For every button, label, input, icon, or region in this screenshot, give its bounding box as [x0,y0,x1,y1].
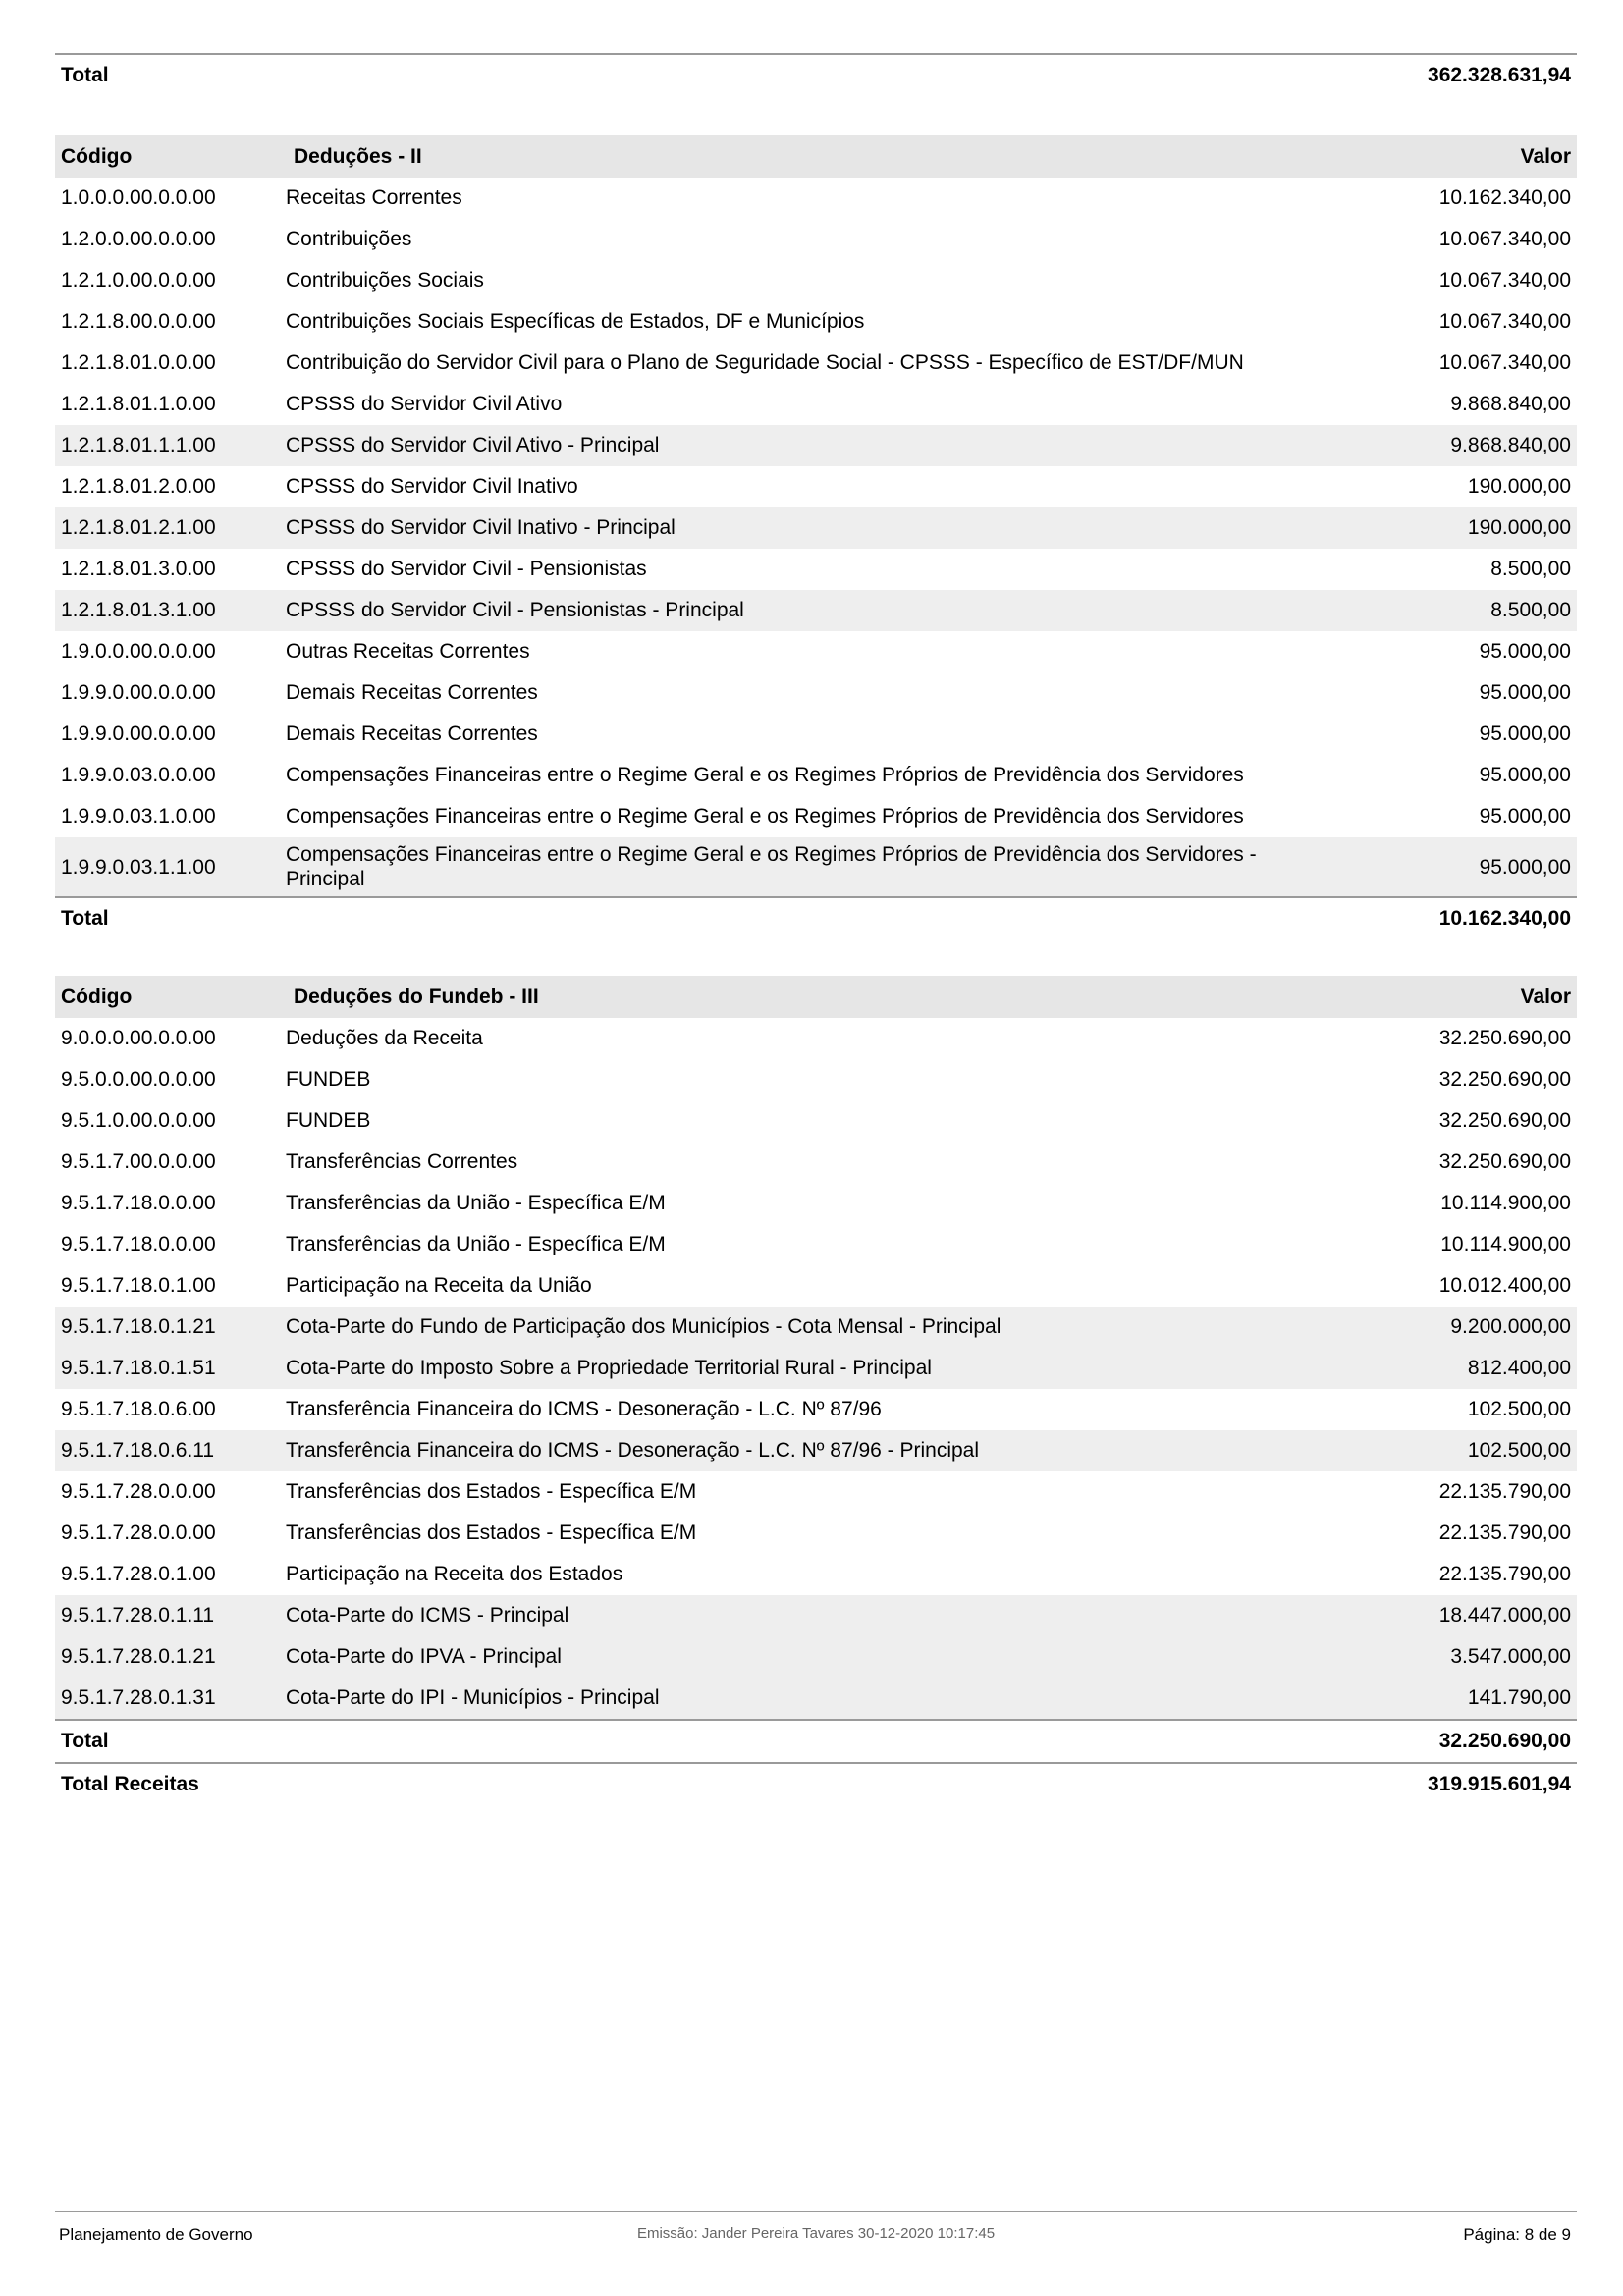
table-row [55,466,1577,507]
total-value: 362.328.631,94 [1302,54,1577,96]
cell-desc: CPSSS do Servidor Civil Ativo [286,393,563,415]
table-row [55,1513,1577,1554]
table-row [55,1142,1577,1183]
cell-value: 10.067.340,00 [1438,310,1571,333]
cell-desc: CPSSS do Servidor Civil - Pensionistas [286,558,647,580]
cell-code: 9.5.1.7.28.0.1.00 [61,1563,216,1585]
cell-value: 9.868.840,00 [1450,393,1571,415]
cell-code: 9.5.1.0.00.0.0.00 [61,1109,216,1132]
cell-value: 32.250.690,00 [1438,1027,1571,1049]
total-value: 32.250.690,00 [1302,1720,1577,1763]
cell-value: 8.500,00 [1490,558,1571,580]
cell-code: 9.5.1.7.28.0.1.21 [55,1636,280,1678]
cell-code: 9.5.0.0.00.0.0.00 [61,1068,216,1091]
table-row [55,1100,1577,1142]
cell-desc: Cota-Parte do Fundo de Participação dos Municípios - Cota Mensal - Principal [280,1307,1302,1348]
table-row [55,714,1577,755]
cell-desc: Outras Receitas Correntes [286,640,530,663]
cell-desc: Demais Receitas Correntes [286,722,538,745]
cell-value: 22.135.790,00 [1438,1480,1571,1503]
cell-desc: Contribuição do Servidor Civil para o Plano de Seguridade Social - CPSSS - Específico de EST/DF/MUN [286,351,1244,374]
cell-code: 1.9.9.0.03.1.0.00 [61,805,216,828]
cell-code: 9.5.1.7.18.0.1.51 [55,1348,280,1389]
table-row [55,301,1577,343]
table-row [55,343,1577,384]
cell-value: 32.250.690,00 [1438,1109,1571,1132]
cell-value: 141.790,00 [1302,1678,1577,1720]
cell-code: 9.5.1.7.18.0.6.00 [61,1398,216,1420]
cell-code: 1.2.1.8.01.2.0.00 [61,475,216,498]
cell-code: 1.9.9.0.03.0.0.00 [61,764,216,786]
cell-value: 190.000,00 [1302,507,1577,549]
cell-desc: Receitas Correntes [286,187,462,209]
table-row [55,1554,1577,1595]
cell-value: 812.400,00 [1302,1348,1577,1389]
cell-value: 190.000,00 [1467,475,1571,498]
total-value: 10.162.340,00 [1302,897,1577,939]
cell-code: 9.5.1.7.18.0.1.00 [61,1274,216,1297]
cell-code: 1.2.1.8.01.3.0.00 [61,558,216,580]
cell-desc: FUNDEB [286,1068,371,1091]
table-row [55,837,1577,897]
cell-value: 102.500,00 [1467,1398,1571,1420]
cell-value: 95.000,00 [1479,805,1571,828]
total-label: Total [55,54,280,96]
cell-code: 1.9.9.0.03.1.1.00 [55,837,280,897]
cell-desc: Transferência Financeira do ICMS - Desoneração - L.C. Nº 87/96 - Principal [280,1430,1302,1471]
table-row [55,549,1577,590]
table-total-row [55,1720,1577,1763]
cell-value: 3.547.000,00 [1302,1636,1577,1678]
table-row [55,1348,1577,1389]
cell-value: 8.500,00 [1302,590,1577,631]
header-desc: Deduções do Fundeb - III [280,976,1302,1018]
previous-section-total [55,53,1577,96]
table-row [55,260,1577,301]
cell-value: 10.012.400,00 [1438,1274,1571,1297]
table-total-row [55,897,1577,939]
cell-desc: Cota-Parte do IPVA - Principal [280,1636,1302,1678]
cell-value: 32.250.690,00 [1438,1150,1571,1173]
table-row [55,1678,1577,1720]
cell-code: 1.2.1.8.01.0.0.00 [61,351,216,374]
cell-desc: Contribuições [286,228,412,250]
deducoes-fundeb-table [55,976,1577,1805]
cell-desc: Transferências dos Estados - Específica E/M [286,1522,697,1544]
cell-code: 1.2.1.8.00.0.0.00 [61,310,216,333]
cell-value: 9.200.000,00 [1302,1307,1577,1348]
cell-code: 9.5.1.7.28.0.0.00 [61,1522,216,1544]
cell-value: 95.000,00 [1479,681,1571,704]
table-row [55,1471,1577,1513]
cell-code: 1.2.1.8.01.3.1.00 [55,590,280,631]
cell-desc: FUNDEB [286,1109,371,1132]
cell-desc: Compensações Financeiras entre o Regime Geral e os Regimes Próprios de Previdência dos Servidores - Principal [280,837,1302,897]
table-row [55,1307,1577,1348]
table-row [55,1224,1577,1265]
table-row [55,1636,1577,1678]
cell-code: 1.2.1.0.00.0.0.00 [61,269,216,292]
cell-code: 9.5.1.7.00.0.0.00 [61,1150,216,1173]
cell-desc: Demais Receitas Correntes [286,681,538,704]
cell-desc: Contribuições Sociais Específicas de Estados, DF e Municípios [286,310,865,333]
cell-code: 1.2.0.0.00.0.0.00 [61,228,216,250]
cell-code: 9.5.1.7.18.0.0.00 [61,1192,216,1214]
cell-code: 9.5.1.7.18.0.0.00 [61,1233,216,1255]
cell-code: 9.5.1.7.18.0.6.11 [55,1430,280,1471]
footer-page-number: Página: 8 de 9 [1463,2225,1571,2244]
grand-total-value: 319.915.601,94 [1302,1763,1577,1805]
cell-desc: Participação na Receita da União [286,1274,592,1297]
cell-value: 10.067.340,00 [1438,228,1571,250]
cell-desc: Deduções da Receita [286,1027,483,1049]
table-row [55,1595,1577,1636]
header-code: Código [55,976,280,1018]
table-row [55,1059,1577,1100]
cell-desc: Cota-Parte do IPI - Municípios - Principal [280,1678,1302,1720]
table-header [55,976,1577,1018]
table-row [55,425,1577,466]
cell-value: 22.135.790,00 [1438,1522,1571,1544]
cell-value: 9.868.840,00 [1302,425,1577,466]
cell-desc: Transferências dos Estados - Específica E/M [286,1480,697,1503]
cell-code: 1.2.1.8.01.1.0.00 [61,393,216,415]
cell-desc: Participação na Receita dos Estados [286,1563,623,1585]
header-value: Valor [1302,976,1577,1018]
cell-value: 10.114.900,00 [1440,1192,1571,1214]
table-row [55,672,1577,714]
cell-code: 1.9.9.0.00.0.0.00 [61,681,216,704]
table-row [55,507,1577,549]
cell-value: 10.067.340,00 [1438,351,1571,374]
cell-code: 9.5.1.7.18.0.1.21 [55,1307,280,1348]
cell-desc: Transferências Correntes [286,1150,518,1173]
total-label: Total [55,897,280,939]
grand-total-row [55,1763,1577,1805]
cell-code: 9.5.1.7.28.0.1.31 [55,1678,280,1720]
header-value: Valor [1302,135,1577,178]
cell-desc: Transferências da União - Específica E/M [286,1233,666,1255]
table-row [55,1430,1577,1471]
cell-desc: Cota-Parte do ICMS - Principal [280,1595,1302,1636]
header-desc: Deduções - II [280,135,1302,178]
cell-value: 102.500,00 [1302,1430,1577,1471]
cell-desc: Cota-Parte do Imposto Sobre a Propriedade Territorial Rural - Principal [280,1348,1302,1389]
cell-value: 10.067.340,00 [1438,269,1571,292]
deducoes-ii-table [55,135,1577,939]
cell-code: 1.2.1.8.01.2.1.00 [55,507,280,549]
cell-desc: CPSSS do Servidor Civil Inativo [286,475,578,498]
table-row [55,1018,1577,1059]
table-row [55,796,1577,837]
cell-value: 22.135.790,00 [1438,1563,1571,1585]
total-label: Total [55,1720,280,1763]
cell-code: 9.5.1.7.28.0.0.00 [61,1480,216,1503]
cell-desc: CPSSS do Servidor Civil Inativo - Principal [280,507,1302,549]
cell-value: 10.162.340,00 [1438,187,1571,209]
table-row [55,590,1577,631]
cell-value: 10.114.900,00 [1440,1233,1571,1255]
cell-value: 95.000,00 [1479,640,1571,663]
cell-code: 1.9.0.0.00.0.0.00 [61,640,216,663]
cell-desc: Transferências da União - Específica E/M [286,1192,666,1214]
footer-org: Planejamento de Governo [59,2225,253,2244]
header-code: Código [55,135,280,178]
cell-value: 95.000,00 [1479,722,1571,745]
cell-desc: Compensações Financeiras entre o Regime Geral e os Regimes Próprios de Previdência dos Servidores [286,805,1244,828]
table-row [55,1389,1577,1430]
cell-desc: Contribuições Sociais [286,269,484,292]
table-row [55,1183,1577,1224]
cell-desc: Transferência Financeira do ICMS - Desoneração - L.C. Nº 87/96 [286,1398,882,1420]
table-row [55,755,1577,796]
table-row [55,384,1577,425]
table-header [55,135,1577,178]
cell-value: 32.250.690,00 [1438,1068,1571,1091]
cell-code: 1.2.1.8.01.1.1.00 [55,425,280,466]
cell-code: 1.9.9.0.00.0.0.00 [61,722,216,745]
page-footer [55,2211,1577,2251]
cell-code: 9.0.0.0.00.0.0.00 [61,1027,216,1049]
cell-value: 95.000,00 [1302,837,1577,897]
cell-code: 1.0.0.0.00.0.0.00 [61,187,216,209]
cell-value: 18.447.000,00 [1302,1595,1577,1636]
table-row [55,178,1577,219]
footer-emission: Emissão: Jander Pereira Tavares 30-12-2020 10:17:45 [636,2225,996,2242]
table-row [55,1265,1577,1307]
cell-desc: CPSSS do Servidor Civil - Pensionistas - Principal [280,590,1302,631]
table-row [55,219,1577,260]
cell-desc: Compensações Financeiras entre o Regime Geral e os Regimes Próprios de Previdência dos Servidores [286,764,1244,786]
cell-code: 9.5.1.7.28.0.1.11 [55,1595,280,1636]
cell-desc: CPSSS do Servidor Civil Ativo - Principal [280,425,1302,466]
table-row [55,631,1577,672]
grand-total-label: Total Receitas [55,1763,1302,1805]
cell-value: 95.000,00 [1479,764,1571,786]
